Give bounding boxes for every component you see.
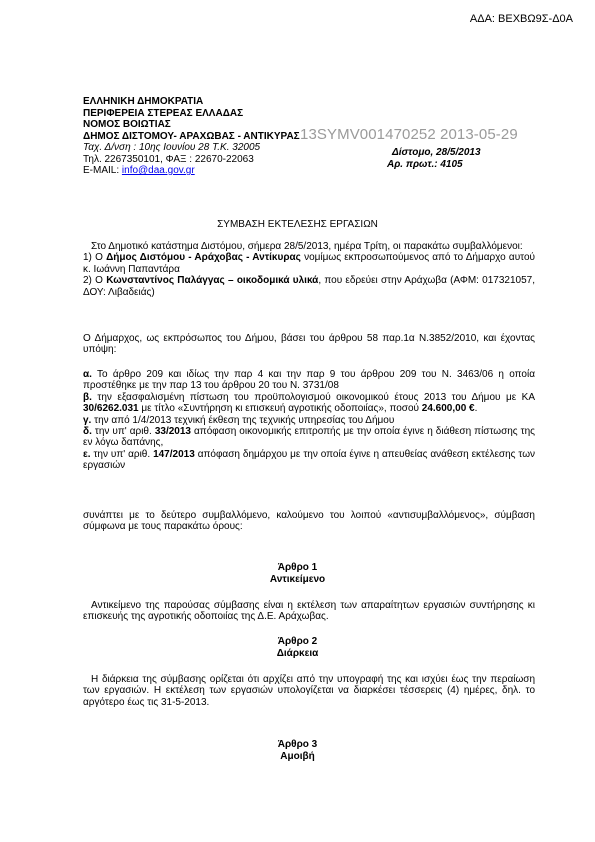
party-1: 1) Ο Δήμος Διστόμου - Αράχοβας - Αντίκυρας νομίμως εκπροσωπούμενος από το Δήμαρχο αυτού κ. Ιωάννη Παπαντάρα [83,252,536,275]
agreement-paragraph: συνάπτει με το δεύτερο συμβαλλόμενο, καλούμενο του λοιπού «αντισυμβαλλόμενος», σύμβαση σύμφωνα με τους παρακάτω όρους: [83,510,535,533]
place-date: Δίστομο, 28/5/2013 [392,147,481,158]
header-country: ΕΛΛΗΝΙΚΗ ΔΗΜΟΚΡΑΤΙΑ [83,96,204,107]
intro-paragraph: Στο Δημοτικό κατάστημα Διστόμου, σήμερα 28/5/2013, ημέρα Τρίτη, οι παρακάτω συμβαλλόμενοι: [91,241,523,252]
letterhead [83,96,300,177]
article-2-text: Η διάρκεια της σύμβασης ορίζεται ότι αρχίζει από την υπογραφή της και ισχύει έως την περαίωση των εργασιών. Η εκτέλεση των εργασιών υπολογίζεται να διαρκέσει τέσσερεις (4) ημέρες, δηλ. το αργότερο έως τις 31-5-2013. [83,674,535,708]
mayor-paragraph: Ο Δήμαρχος, ως εκπρόσωπος του Δήμου, βάσει του άρθρου 58 παρ.1α Ν.3852/2010, και έχοντας υπόψη: [83,333,535,356]
header-municipality: ΔΗΜΟΣ ΔΙΣΤΟΜΟΥ- ΑΡΑΧΩΒΑΣ - ΑΝΤΙΚΥΡΑΣ [83,130,300,142]
header-phone: Τηλ. 2267350101, ΦΑΞ : 22670-22063 [83,153,254,165]
header-region: ΠΕΡΙΦΕΡΕΙΑ ΣΤΕΡΕΑΣ ΕΛΛΑΔΑΣ [83,107,244,119]
intro-section [83,241,535,298]
party-2-name: Κωνσταντίνος Παλάγγας – οικοδομικά υλικά [106,275,319,287]
article-3-heading [0,739,595,763]
article-1-number: Άρθρο 1 [277,562,318,573]
article-1-text: Αντικείμενο της παρούσας σύμβασης είναι η εκτέλεση των απαραίτητων εργασιών συντήρησης κι επισκευής της αγροτικής οδοποιίας της Δ.Ε. Αράχωβας. [83,600,535,623]
article-1-title: Αντικείμενο [269,574,326,585]
article-3-number: Άρθρο 3 [277,739,318,750]
header-email-line [83,165,300,177]
email-link[interactable]: info@daa.gov.gr [121,165,195,176]
document-title: ΣΥΜΒΑΣΗ ΕΚΤΕΛΕΣΗΣ ΕΡΓΑΣΙΩΝ [217,219,378,230]
article-2-number: Άρθρο 2 [277,636,318,647]
header-address: Ταχ. Δ/νση : 10ης Ιουνίου 28 Τ.Κ. 32005 [83,142,261,153]
article-3-title: Αμοιβή [280,751,315,762]
ada-code: ΑΔΑ: ΒΕΧΒΩ9Σ-Δ0Α [469,13,573,25]
header-prefecture: ΝΟΜΟΣ ΒΟΙΩΤΙΑΣ [83,119,171,130]
article-2-heading [0,636,595,660]
protocol-number: Αρ. πρωτ.: 4105 [387,159,463,170]
budget-amount: 24.600,00 € [421,403,475,415]
article-1-heading [0,562,595,586]
party-2: 2) Ο Κωνσταντίνος Παλάγγας – οικοδομικά υλικά, που εδρεύει στην Αράχωβα (ΑΦΜ: 017321057, ΔΟΥ: Λιβαδειάς) [83,275,536,298]
email-label: E-MAIL: [83,165,122,176]
party-1-name: Δήμος Διστόμου - Αράχοβας - Αντίκυρας [106,252,301,264]
article-2-title: Διάρκεια [276,648,319,659]
consideration-a: α. Το άρθρο 209 και ιδίως την παρ 4 και την παρ 9 του άρθρου 209 του Ν. 3463/06 η οποία προστέθηκε με την παρ 13 του άρθρου 20 του Ν. 3731/08 [83,369,535,392]
registry-watermark: 13SYMV001470252 2013-05-29 [300,126,518,143]
considerations-list [83,369,535,472]
budget-code: 30/6262.031 [83,403,139,415]
consideration-d: δ. την υπ' αριθ. 33/2013 απόφαση οικονομικής επιτροπής με την οποία έγινε η διάθεση πίστωσης της εν λόγω δαπάνης, [83,426,535,449]
consideration-e: ε. την υπ' αριθ. 147/2013 απόφαση δημάρχου με την οποία έγινε η απευθείας ανάθεση εκτέλεσης των εργασιών [83,448,536,472]
consideration-b: β. την εξασφαλισμένη πίστωση του προϋπολογισμού οικονομικού έτους 2013 του Δήμου με ΚΑ 30/6262.031 με τίτλο «Συντήρηση κι επισκευή αγροτικής οδοποιίας», ποσού 24.600,00 €. [83,391,535,415]
consideration-c: γ. την από 1/4/2013 τεχνική έκθεση της τεχνικής υπηρεσίας του Δήμου [83,414,395,426]
